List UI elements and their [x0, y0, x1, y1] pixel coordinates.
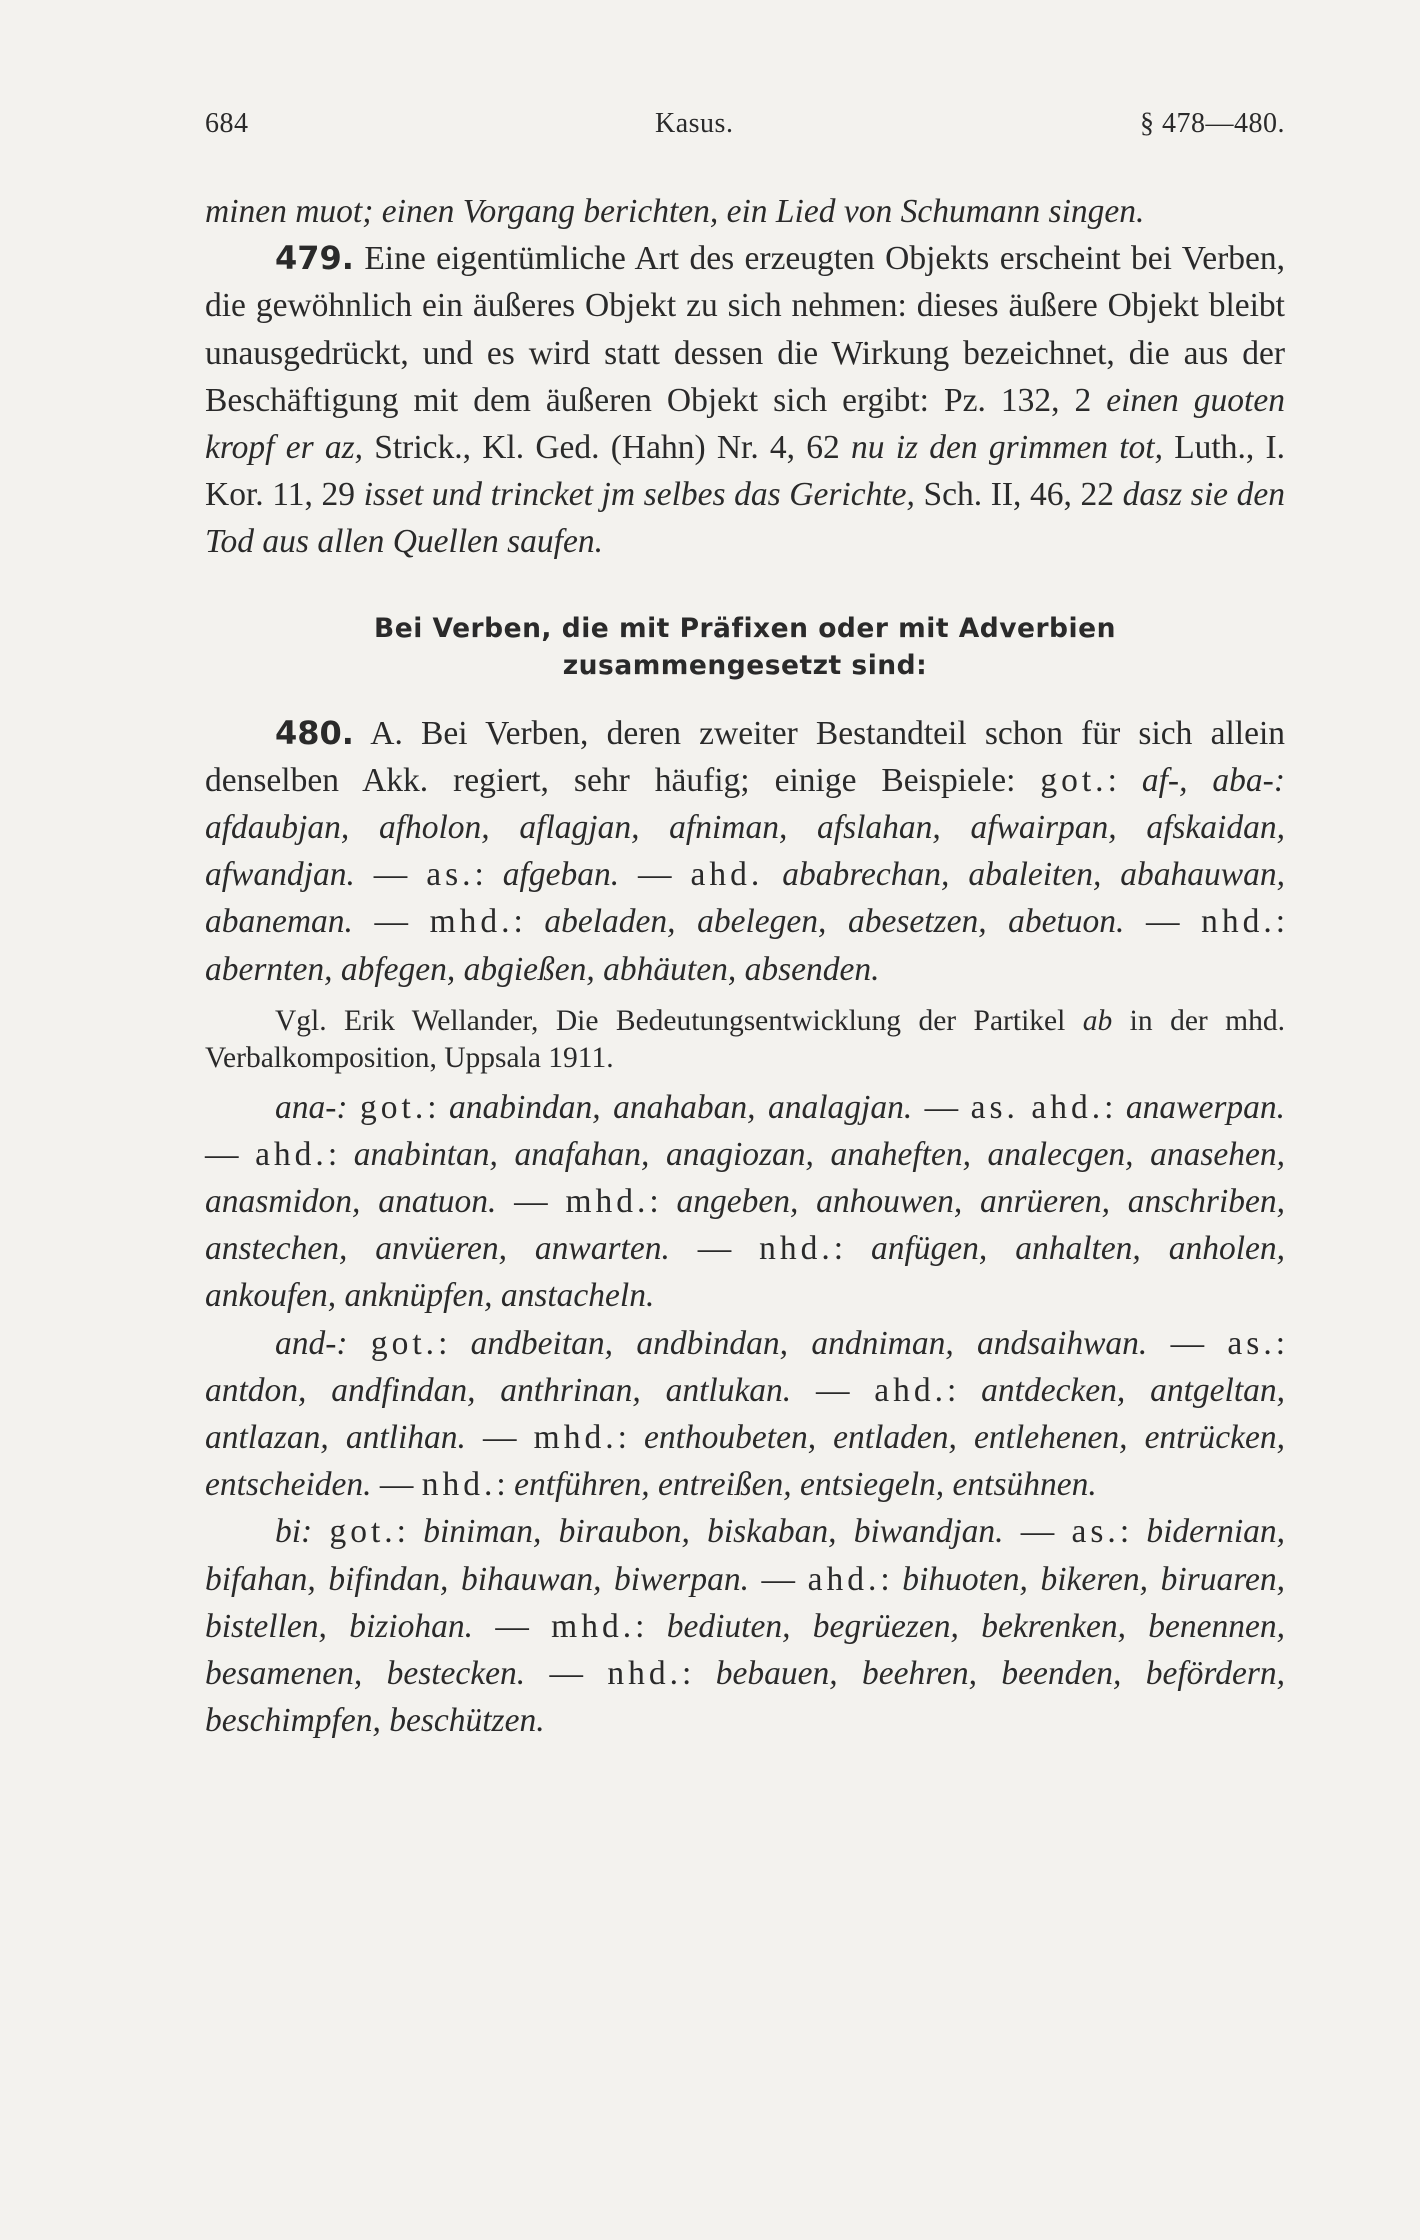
body-text: A. Bei Verben, deren zweiter Bestandteil schon für sich allein denselben Akk. regiert, sehr häufig; einige Beispiele: — [205, 714, 1285, 799]
body-text: : — [1104, 1088, 1126, 1126]
example-text: bidernian, bifahan, bifindan, bihauwan, biwerpan. — [205, 1513, 1286, 1598]
example-text: abeladen, abelegen, abesetzen, abetuon. — [544, 903, 1125, 941]
prefix-label: bi: — [275, 1513, 313, 1551]
language-label: as. — [1071, 1513, 1120, 1551]
example-text: nu iz den grimmen tot, — [851, 429, 1163, 467]
example-text: enthoubeten, entladen, entlehenen, entrücken, entscheiden. — [205, 1419, 1286, 1504]
body-text: Sch. II, 46, 22 — [914, 476, 1123, 514]
example-text: isset und trincket jm selbes das Gerichte, — [363, 476, 915, 514]
example-text: antdecken, antgeltan, antlazan, antlihan. — [205, 1371, 1286, 1457]
body-text: Eine eigentümliche Art des erzeugten Objekts erscheint bei Verben, die gewöhnlich ein äußeres Objekt zu sich nehmen: dieses äußere Objekt bleibt unausgedrückt, und es wird statt dessen die Wirkung bezeichnet, die aus der Beschäftigung mit dem äußeren Objekt sich ergibt: Pz. 132, 2 — [205, 240, 1285, 419]
page-number: 684 — [205, 108, 249, 139]
example-text: anabindan, anahaban, analagjan. — [448, 1088, 913, 1126]
body-text: : — [474, 856, 503, 894]
body-text: : — [682, 1655, 716, 1693]
heading-line: Bei Verben, die mit Präfixen oder mit Adverbien — [374, 612, 1116, 644]
language-label: mhd. — [533, 1419, 618, 1457]
language-label: as. — [970, 1088, 1019, 1126]
example-text: angeben, anhouwen, anrüeren, anschriben, anstechen, anvüeren, anwarten. — [205, 1183, 1285, 1268]
section-number: 479. — [275, 239, 354, 278]
example-text: bediuten, begrüezen, bekrenken, benennen, besamenen, bestecken. — [205, 1607, 1286, 1693]
running-head — [205, 108, 1285, 140]
section-heading — [205, 610, 1285, 684]
language-label: ahd. — [807, 1560, 881, 1598]
paragraph-479 — [205, 235, 1285, 565]
body-text: in der mhd. Verbalkomposition, Uppsala 1911. — [205, 1004, 1285, 1075]
language-label: ahd. — [1031, 1088, 1105, 1126]
language-label: ahd. — [874, 1371, 948, 1409]
body-text: : — [1119, 1513, 1147, 1551]
body-text: — — [352, 903, 430, 941]
body-text: — — [619, 856, 691, 894]
body-text: : — [649, 1183, 677, 1221]
body-text: : — [513, 903, 545, 941]
example-text: bebauen, beehren, beenden, befördern, beschimpfen, beschützen. — [205, 1655, 1285, 1740]
language-label: as. — [1227, 1324, 1276, 1362]
language-label: got. — [1040, 761, 1108, 799]
body-text: — — [669, 1230, 760, 1268]
prefix-label: and-: — [275, 1324, 348, 1362]
language-label: mhd. — [565, 1183, 650, 1221]
example-text: anfügen, anhalten, anholen, ankoufen, anknüpfen, anstacheln. — [205, 1230, 1286, 1315]
section-range: § 478—480. — [1140, 108, 1285, 139]
language-label: nhd. — [1201, 903, 1276, 941]
body-text: — — [1124, 903, 1202, 941]
body-text — [348, 1325, 371, 1362]
language-label: nhd. — [759, 1230, 834, 1268]
body-text: — — [473, 1607, 552, 1645]
note-text — [205, 1003, 1285, 1078]
example-text: ababrechan, abaleiten, abahauwan, abaneman. — [205, 856, 1286, 941]
body-text: : — [880, 1560, 903, 1598]
body-text: — — [748, 1560, 808, 1598]
example-text: biniman, biraubon, biskaban, biwandjan. — [423, 1513, 1004, 1551]
body-text: : — [947, 1371, 982, 1409]
heading-line: zusammengesetzt sind: — [562, 649, 928, 681]
language-label: nhd. — [607, 1655, 683, 1693]
body-text: Luth., I. Kor. 11, 29 — [205, 429, 1285, 514]
paragraph-bi — [205, 1508, 1285, 1744]
body-text — [348, 1089, 360, 1126]
language-label: mhd. — [551, 1607, 636, 1645]
body-text: — — [525, 1655, 608, 1693]
body-text: : — [327, 1135, 354, 1173]
example-text: dasz sie den Tod aus allen Quellen saufen. — [205, 476, 1286, 561]
example-text: bihuoten, bikeren, biruaren, bistellen, biziohan. — [205, 1560, 1286, 1645]
example-text: entführen, entreißen, entsiegeln, entsühnen. — [514, 1466, 1097, 1504]
body-text: — — [465, 1419, 534, 1457]
body-text: : — [635, 1607, 667, 1645]
body-text: : — [617, 1419, 644, 1457]
body-text — [1019, 1089, 1031, 1126]
body-text: — — [371, 1466, 422, 1504]
paragraph-480 — [205, 710, 1285, 993]
example-text: anawerpan. — [1125, 1088, 1286, 1126]
example-text: andbeitan, andbindan, andniman, andsaihwan. — [470, 1324, 1148, 1362]
paragraph-continuation — [205, 188, 1285, 235]
running-title: Kasus. — [655, 108, 734, 139]
body-text: : — [396, 1513, 424, 1551]
paragraph-ana — [205, 1084, 1285, 1320]
body-text: : — [1275, 1324, 1286, 1362]
language-label: got. — [370, 1324, 439, 1362]
body-text: : — [1107, 761, 1142, 799]
body-text: : — [427, 1088, 449, 1126]
body-text: — — [205, 1135, 256, 1173]
body-text: — — [1147, 1324, 1228, 1362]
language-label: got. — [360, 1088, 428, 1126]
language-label: ahd. — [255, 1135, 328, 1173]
language-label: as. — [426, 856, 475, 894]
example-text: einen guoten kropf er az, — [205, 381, 1285, 467]
example-text: minen muot; einen Vorgang berichten, ein Lied von Schumann singen. — [205, 193, 1145, 230]
body-text: : — [1275, 903, 1285, 941]
prefix-label: ana-: — [275, 1088, 348, 1126]
language-label: got. — [329, 1513, 397, 1551]
example-text: ab — [1082, 1004, 1113, 1037]
body-text: : — [496, 1466, 515, 1504]
body-text: : — [438, 1324, 471, 1362]
section-number: 480. — [275, 713, 354, 752]
body-text — [763, 856, 782, 893]
example-text: abernten, abfegen, abgießen, abhäuten, absenden. — [205, 950, 880, 988]
body-text: Strick., Kl. Ged. (Hahn) Nr. 4, 62 — [363, 429, 852, 467]
body-text: — — [912, 1088, 971, 1126]
reference-note — [205, 1003, 1285, 1078]
body-text: : — [833, 1230, 871, 1268]
body-text: — — [354, 856, 427, 894]
example-text: af-, aba-: afdaubjan, afholon, aflagjan, afniman, afslahan, afwairpan, afskaidan, afwandjan. — [205, 761, 1285, 894]
language-label: mhd. — [429, 903, 514, 941]
language-label: ahd. — [690, 856, 764, 894]
example-text: antdon, andfindan, anthrinan, antlukan. — [205, 1371, 792, 1409]
body-text: Vgl. Erik Wellander, Die Bedeutungsentwicklung der Partikel — [275, 1004, 1083, 1037]
body-text: — — [1003, 1513, 1072, 1551]
body-text — [312, 1513, 329, 1550]
example-text: afgeban. — [502, 856, 620, 894]
paragraph-and — [205, 1320, 1285, 1509]
language-label: nhd. — [421, 1466, 497, 1504]
example-text: anabintan, anafahan, anagiozan, anaheften, analecgen, anasehen, anasmidon, anatuon. — [205, 1135, 1286, 1221]
body-text: — — [496, 1183, 566, 1221]
body-text: — — [791, 1371, 875, 1409]
